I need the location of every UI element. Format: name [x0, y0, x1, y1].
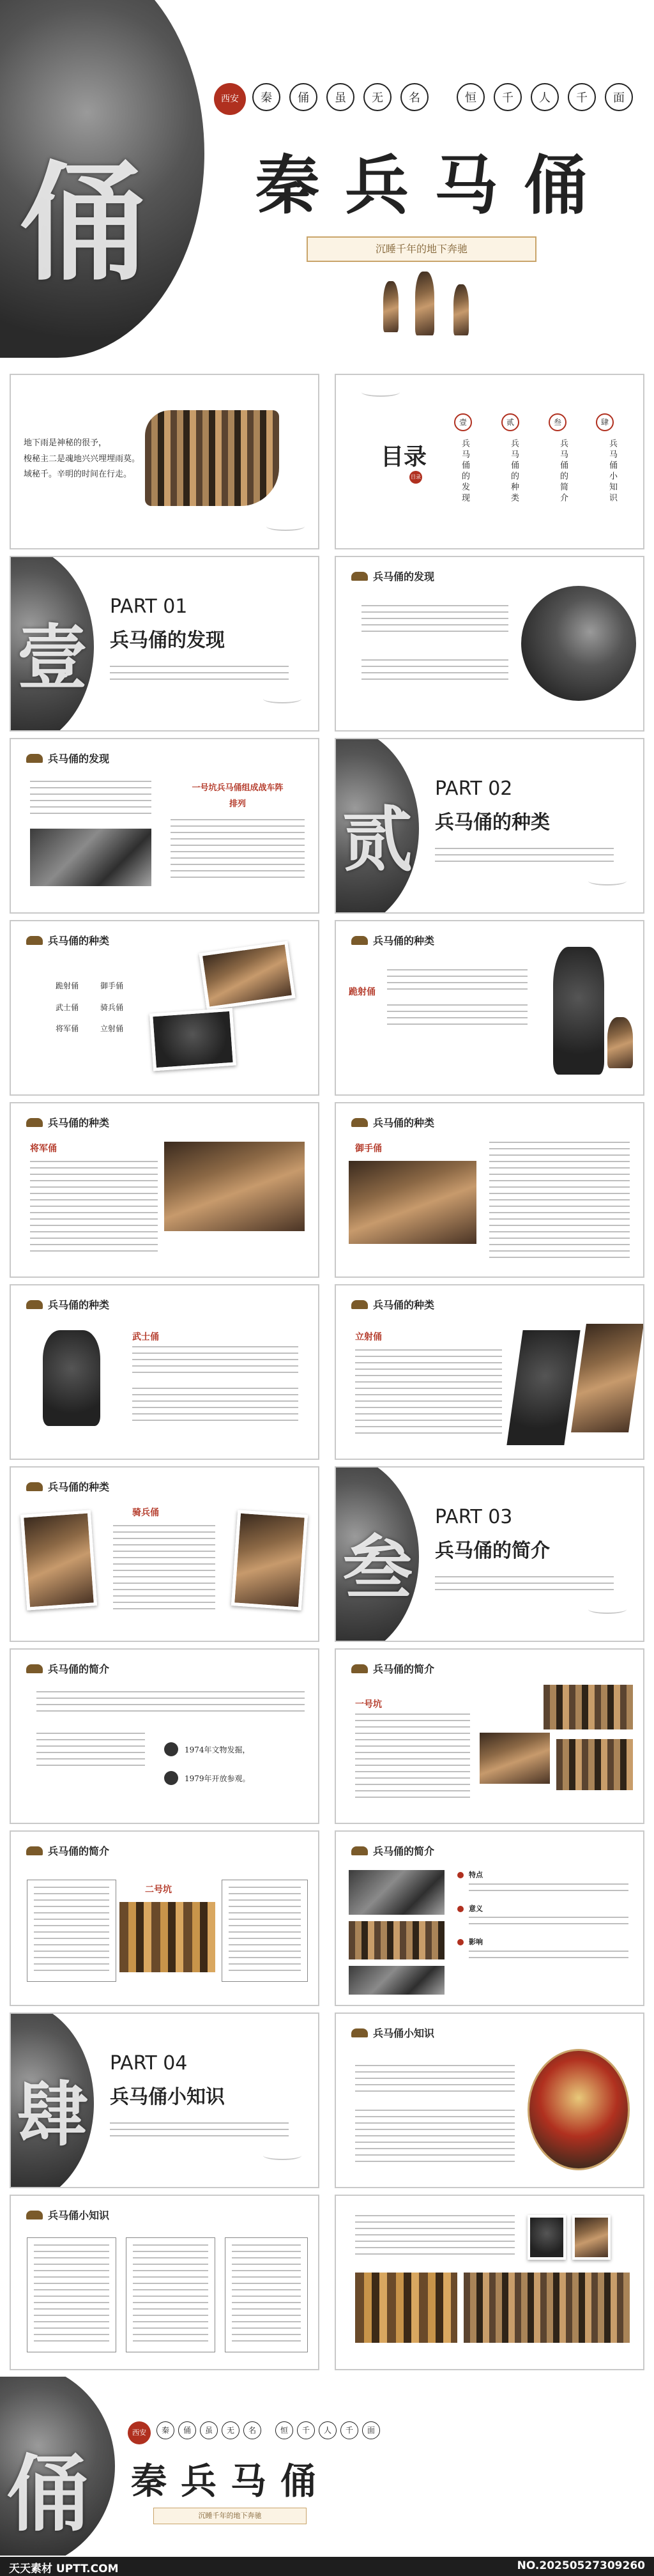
charioteer-slide [335, 1102, 644, 1278]
tagline-char: 名 [400, 83, 429, 111]
toc-circles [454, 413, 614, 431]
knowledge-paragraph [355, 2065, 515, 2097]
army-icon [26, 1846, 43, 1855]
ending-subtitle: 沉睡千年的地下奔驰 [153, 2508, 307, 2524]
pit1-slide [335, 1648, 644, 1824]
pit3-point [457, 1904, 628, 1915]
army-icon [351, 1118, 368, 1127]
tagline-char: 无 [363, 83, 392, 111]
section-big-char: 壹 [17, 617, 87, 699]
toc-slide [335, 374, 644, 549]
tagline-char: 秦 [252, 83, 280, 111]
type-name: 将军俑 [56, 1024, 79, 1034]
pit2-slide [10, 1830, 319, 2006]
knowledge-paragraph [133, 2244, 208, 2345]
warrior-statue-photo [43, 1330, 100, 1426]
knowledge-box [225, 2237, 308, 2352]
quote-line: 梭秘主二是魂地兴兴埋埋雨莫。 [24, 454, 141, 464]
quote-line: 地下雨是神秘的很予， [24, 438, 107, 448]
types-column [100, 976, 123, 1040]
type-label: 御手俑 [355, 1144, 382, 1154]
pit-paragraph [469, 1883, 628, 1896]
section-big-char: 肆 [17, 2073, 87, 2156]
army-icon [351, 1664, 368, 1673]
cloud-decoration [263, 694, 301, 703]
type-paragraph [387, 969, 528, 995]
part4-slide [10, 2012, 319, 2188]
army-photo [464, 2273, 630, 2343]
standing-statue-photo [571, 1324, 644, 1432]
cavalry-slide [10, 1466, 319, 1642]
knowledge-slide-2 [10, 2195, 319, 2370]
army-icon [26, 1482, 43, 1491]
army-icon [26, 754, 43, 763]
year-row [164, 1742, 250, 1756]
tagline-char: 千 [568, 83, 596, 111]
slide-header [351, 1297, 434, 1312]
terracotta-army-photo [145, 410, 279, 506]
section-paragraph [110, 2122, 289, 2142]
discovery-heading-line: 一号坑兵马俑组成战车阵 [192, 783, 284, 793]
discovery-paragraph [171, 819, 305, 883]
ending-slide [0, 2377, 654, 2556]
type-name: 骑兵俑 [100, 1002, 124, 1012]
tagline-char: 千 [494, 83, 522, 111]
ending-big-char: 俑 [6, 2445, 90, 2543]
type-paragraph [113, 1525, 215, 1614]
type-paragraph [387, 1004, 528, 1030]
section-big-char: 贰 [342, 799, 413, 881]
knowledge-paragraph [355, 2110, 515, 2167]
cavalry-statue-photo [20, 1510, 97, 1610]
year-text: 1974年文物发掘， [185, 1745, 250, 1754]
tagline-char: 面 [362, 2421, 380, 2439]
section-title: 兵马俑的简介 [435, 1540, 550, 1562]
year-row [164, 1771, 250, 1785]
type-label: 立射俑 [355, 1332, 382, 1342]
tagline-char: 俑 [289, 83, 317, 111]
pit3-points [457, 1870, 628, 1963]
tagline-char: 面 [605, 83, 633, 111]
type-paragraph [132, 1388, 298, 1426]
footer-bar [0, 2557, 654, 2576]
cloud-decoration [361, 388, 400, 397]
type-name: 跪射俑 [56, 981, 79, 990]
pit-label: 二号坑 [145, 1885, 172, 1895]
slide-header-title: 兵马俑的种类 [48, 1117, 110, 1129]
toc-seal: 目录 [409, 471, 422, 484]
knowledge-slide-3 [335, 2195, 644, 2370]
army-icon [26, 936, 43, 945]
pit3-photo [349, 1966, 445, 1995]
discovery-slide-1 [335, 556, 644, 732]
toc-item[interactable]: 兵马俑的简介 [558, 439, 568, 504]
slide-header [26, 1661, 109, 1676]
discovery-heading [171, 781, 305, 809]
section-label: PART 03 [435, 1506, 513, 1528]
pit-paragraph [355, 1713, 470, 1803]
horse-statue-photo [231, 1510, 308, 1610]
pit3-point [457, 1870, 628, 1881]
pit2-box [27, 1880, 116, 1982]
hero-slide [0, 0, 654, 367]
discovery-heading-line: 排列 [229, 799, 246, 809]
tagline-char: 人 [531, 83, 559, 111]
pit2-box [222, 1880, 308, 1982]
pit1-photo [480, 1733, 550, 1784]
section-title: 兵马俑小知识 [110, 2086, 225, 2108]
army-icon [351, 1846, 368, 1855]
type-paragraph [489, 1142, 630, 1263]
pot-icon [164, 1742, 178, 1756]
tagline-char: 人 [319, 2421, 337, 2439]
pot-icon [164, 1771, 178, 1785]
standing-archer-slide [335, 1284, 644, 1460]
hero-tagline [252, 83, 633, 111]
cloud-decoration [588, 1605, 627, 1614]
pit3-point-label: 意义 [469, 1904, 483, 1913]
tagline-char: 虽 [326, 83, 354, 111]
slide-header [26, 1843, 109, 1858]
tagline-char: 名 [243, 2421, 261, 2439]
section-title: 兵马俑的发现 [110, 629, 225, 652]
knowledge-paragraph [232, 2244, 301, 2345]
army-icon [351, 936, 368, 945]
charioteer-statue-photo [349, 1161, 476, 1244]
footer-watermark-left: 天天素材 UPTT.COM [9, 2563, 119, 2575]
slide-header [351, 1843, 434, 1858]
toc-circle: 贰 [501, 413, 519, 431]
slide-header [26, 1115, 109, 1130]
slide-header [26, 1479, 109, 1494]
discovery-paragraph [30, 781, 151, 819]
slide-header [26, 751, 109, 765]
general-statue-photo [164, 1142, 305, 1231]
emperor-portrait-frame [528, 2049, 630, 2170]
warrior-photo [199, 941, 295, 1011]
slide-header [351, 1661, 434, 1676]
slide-header-title: 兵马俑的种类 [48, 1299, 110, 1311]
type-name: 武士俑 [56, 1002, 79, 1012]
slide-header-title: 兵马俑的简介 [373, 1663, 435, 1675]
type-label: 骑兵俑 [132, 1508, 159, 1518]
slide-header [26, 2207, 109, 2222]
hero-big-char: 俑 [19, 148, 148, 298]
discovery-paragraph [361, 605, 508, 637]
army-icon [26, 1118, 43, 1127]
pit2-photo [119, 1902, 215, 1972]
part1-slide [10, 556, 319, 732]
slide-header-title: 兵马俑的种类 [48, 935, 110, 947]
tagline-char: 无 [222, 2421, 240, 2439]
kneeling-archer-slide [335, 920, 644, 1096]
toc-title: 目录 [381, 443, 427, 470]
knowledge-box [126, 2237, 215, 2352]
cloud-decoration [266, 522, 305, 531]
slide-header [351, 933, 434, 947]
slide-header [26, 933, 109, 947]
slide-header-title: 兵马俑的发现 [48, 753, 110, 765]
dot-icon [457, 1872, 464, 1878]
discovery-slide-2 [10, 738, 319, 914]
army-icon [351, 1300, 368, 1309]
hero-subtitle: 沉睡千年的地下奔驰 [307, 236, 536, 262]
tagline-char: 秦 [156, 2421, 174, 2439]
section-title: 兵马俑的种类 [435, 811, 550, 834]
slide-header-title: 兵马俑小知识 [48, 2209, 110, 2221]
part3-slide [335, 1466, 644, 1642]
knowledge-paragraph [355, 2215, 515, 2260]
intro-paragraph [36, 1691, 305, 1717]
toc-item[interactable]: 兵马俑的发现 [460, 439, 469, 504]
dot-icon [457, 1939, 464, 1945]
type-label: 跪射俑 [349, 987, 376, 997]
pit-paragraph [229, 1887, 301, 1975]
pit3-point-label: 特点 [469, 1871, 483, 1879]
slide-header-title: 兵马俑小知识 [373, 2027, 435, 2039]
kneeling-statue-photo [553, 947, 604, 1075]
toc-item[interactable]: 兵马俑小知识 [607, 439, 617, 504]
knowledge-slide-1 [335, 2012, 644, 2188]
toc-circle: 叁 [549, 413, 567, 431]
standing-statue-photo [506, 1330, 580, 1445]
hero-warrior-figure [453, 284, 469, 335]
toc-circle: 壹 [454, 413, 472, 431]
hero-title: 秦兵马俑 [255, 148, 613, 223]
section-paragraph [110, 666, 289, 685]
ending-badge: 西安 [128, 2421, 151, 2444]
pit-photo [30, 829, 151, 886]
slide-header [351, 1115, 434, 1130]
pit-photo-circle [521, 586, 636, 701]
army-photo [355, 2273, 457, 2343]
army-icon [26, 1300, 43, 1309]
intro-years-slide [10, 1648, 319, 1824]
type-label: 武士俑 [132, 1332, 159, 1342]
type-name: 立射俑 [100, 1024, 124, 1034]
section-label: PART 04 [110, 2052, 188, 2074]
slide-header-title: 兵马俑的种类 [48, 1481, 110, 1493]
figure-photo [528, 2215, 566, 2260]
section-big-char: 叁 [342, 1527, 413, 1609]
pit3-photo [349, 1921, 445, 1959]
section-label: PART 01 [110, 595, 188, 618]
tagline-char: 千 [340, 2421, 358, 2439]
tagline-char: 俑 [178, 2421, 196, 2439]
pit1-photo [544, 1685, 633, 1729]
tagline-char: 千 [297, 2421, 315, 2439]
ending-title: 秦兵马俑 [131, 2460, 330, 2503]
slide-header-title: 兵马俑的发现 [373, 571, 435, 583]
slide-header-title: 兵马俑的种类 [373, 935, 435, 947]
tagline-char: 恒 [275, 2421, 293, 2439]
type-paragraph [355, 1349, 502, 1439]
ending-tagline [156, 2421, 380, 2439]
army-icon [26, 1664, 43, 1673]
hero-badge: 西安 [214, 83, 246, 115]
pit3-point-label: 影响 [469, 1938, 483, 1946]
slide-header-title: 兵马俑的种类 [373, 1299, 435, 1311]
section-label: PART 02 [435, 778, 513, 800]
pit-paragraph [469, 1951, 628, 1963]
hero-warrior-figure [383, 281, 399, 332]
warrior-photo [149, 1008, 236, 1071]
intro-quote-slide [10, 374, 319, 549]
section-paragraph [435, 848, 614, 867]
knowledge-paragraph [34, 2244, 109, 2345]
intro-paragraph [36, 1733, 145, 1771]
pit-paragraph [34, 1887, 109, 1975]
dot-icon [457, 1906, 464, 1912]
slide-header [351, 569, 434, 583]
tagline-char: 恒 [457, 83, 485, 111]
army-icon [351, 2028, 368, 2037]
quote-line: 域秘千。辛明的时间在行走。 [24, 470, 132, 480]
type-label: 将军俑 [30, 1144, 57, 1154]
quote-text [24, 436, 140, 483]
types-list-slide [10, 920, 319, 1096]
slide-header-title: 兵马俑的简介 [48, 1845, 110, 1857]
part2-slide [335, 738, 644, 914]
types-column [56, 976, 79, 1040]
general-slide [10, 1102, 319, 1278]
slide-header-title: 兵马俑的简介 [48, 1663, 110, 1675]
footer-watermark-right: NO.20250527309260 [517, 2559, 645, 2572]
hero-warrior-figure [415, 272, 434, 335]
pit-paragraph [469, 1917, 628, 1929]
slide-header [351, 2025, 434, 2040]
pit-label: 一号坑 [355, 1699, 382, 1710]
type-paragraph [132, 1346, 298, 1378]
toc-items [459, 439, 618, 504]
slide-header-title: 兵马俑的种类 [373, 1117, 435, 1129]
kneeling-statue-photo [607, 1017, 633, 1068]
pit1-photo [556, 1739, 633, 1790]
type-paragraph [30, 1161, 158, 1257]
toc-item[interactable]: 兵马俑的种类 [509, 439, 519, 504]
section-paragraph [435, 1576, 614, 1595]
pit3-point [457, 1937, 628, 1948]
cloud-decoration [263, 2151, 301, 2160]
slide-header [26, 1297, 109, 1312]
type-name: 御手俑 [100, 981, 124, 990]
discovery-paragraph [361, 659, 508, 685]
pit3-slide [335, 1830, 644, 2006]
cloud-decoration [588, 877, 627, 885]
toc-circle: 肆 [596, 413, 614, 431]
tagline-char: 虽 [200, 2421, 218, 2439]
army-icon [351, 572, 368, 581]
slide-header-title: 兵马俑的简介 [373, 1845, 435, 1857]
year-text: 1979年开放参观。 [185, 1774, 250, 1783]
pit3-photo [349, 1870, 445, 1915]
warrior-slide [10, 1284, 319, 1460]
knowledge-box [27, 2237, 116, 2352]
army-icon [26, 2211, 43, 2220]
figure-photo [572, 2215, 611, 2260]
